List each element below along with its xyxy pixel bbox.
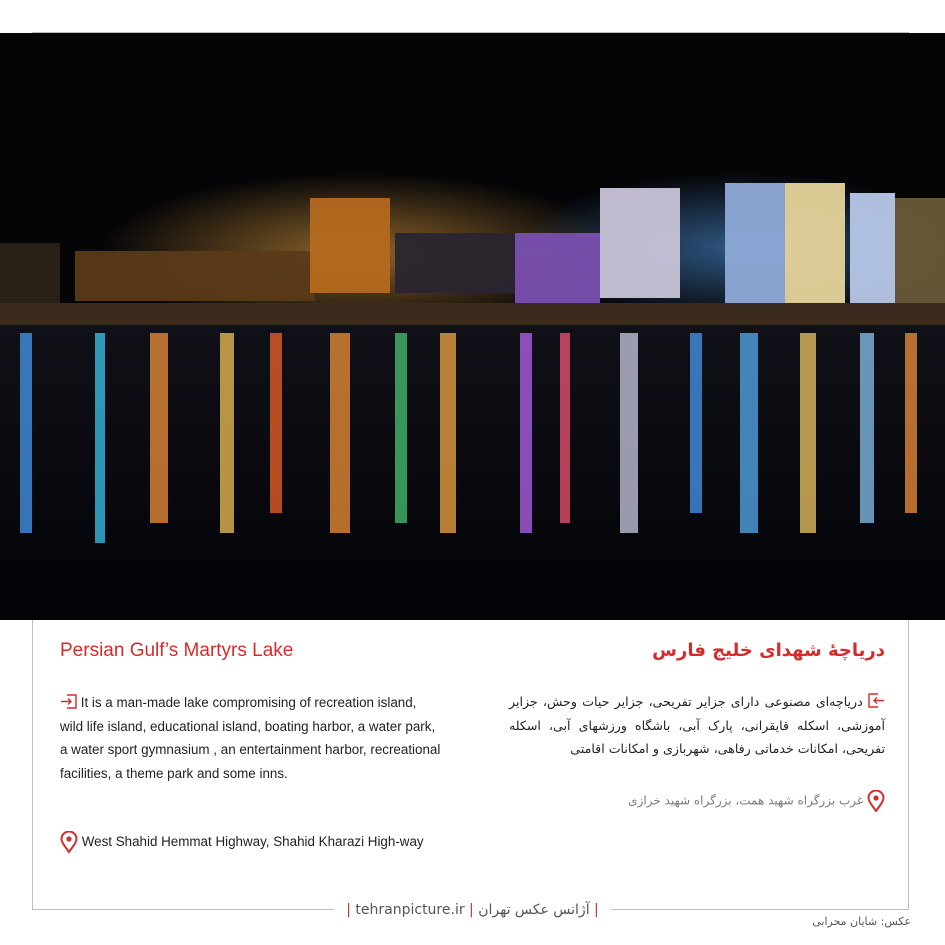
description-english-text: It is a man-made lake compromising of recreation island, wild life island, educational island, boating harbor, a water park, a water sport gymnasium , an entertainment harbor, recreational facilities, a theme park and some inns. — [60, 695, 441, 781]
description-persian — [509, 690, 885, 761]
arrow-in-box-icon — [868, 693, 885, 708]
footer-brand — [334, 902, 611, 918]
footer-agency: آژانس عکس تهران — [478, 902, 590, 918]
location-persian-text: غرب بزرگراه شهید همت، بزرگراه شهید خرازی — [628, 793, 864, 808]
footer-separator: | — [346, 902, 351, 918]
title-persian: دریاچۀ شهدای خلیج فارس — [652, 640, 885, 661]
location-pin-icon — [60, 831, 78, 853]
arrow-in-box-icon — [60, 694, 77, 709]
footer-separator: | — [469, 902, 474, 918]
location-pin-icon — [867, 790, 885, 812]
description-persian-text: دریاچه‌ای مصنوعی دارای جزایر تفریحی، جزایر حیات وحش، جزایر آموزشی، اسکله قایقرانی، پارک آبی، باشگاه ورزشهای آبی، اسکله تفریحی، امکانات خدماتی رفاهی، شهربازی و امکانات اقامتی — [509, 694, 885, 757]
footer-separator: | — [594, 902, 599, 918]
photo-credit: عکس: شایان محرابی — [812, 915, 911, 928]
lake-photo-illustration — [0, 33, 945, 620]
location-persian — [628, 790, 885, 812]
lake-night-photo — [0, 33, 945, 620]
title-english: Persian Gulf’s Martyrs Lake — [60, 640, 294, 661]
location-english — [60, 830, 436, 854]
location-english-text: West Shahid Hemmat Highway, Shahid Kharazi High-way — [81, 834, 424, 849]
description-english — [60, 691, 442, 785]
footer-site[interactable]: tehranpicture.ir — [355, 902, 465, 918]
footer — [0, 899, 945, 918]
